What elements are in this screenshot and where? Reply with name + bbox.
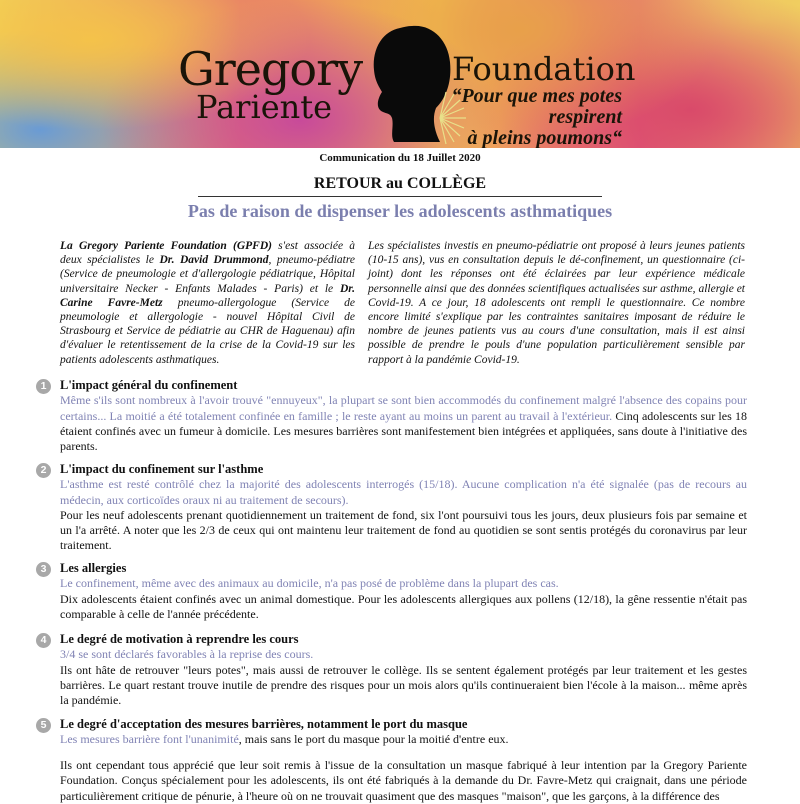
- intro-text-1: s'est associée à deux spécialistes le: [60, 240, 355, 267]
- intro-org-name: La Gregory Pariente Foundation (GPFD): [60, 240, 272, 252]
- section-number-badge: 3: [36, 562, 51, 577]
- section-highlight: Les mesures barrière font l'unanimité: [60, 732, 239, 747]
- brand-name-foundation: Foundation: [452, 50, 636, 88]
- brand-name-gregory: Gregory: [178, 42, 363, 96]
- brand-name-pariente: Pariente: [196, 88, 333, 126]
- section-body: Pour les neuf adolescents prenant quotidiennement un traitement de fond, six l'ont poursuivi tous les jours, deux plusieurs fois par semaine et un l'a arrêté. A noter que les 2/3 de ceux qui ont maintenu leur traitement de fond au quotidien se sont sentis protégés du coronavirus par leur traitement.: [60, 507, 747, 553]
- section-highlight: L'asthme est resté contrôlé chez la majorité des adolescents interrogés (15/18). Aucune complication n'a été signalée (pas de recours au médecin, aux corticoïdes oraux ni au traitement de secours).: [60, 477, 747, 507]
- section-highlight: 3/4 se sont déclarés favorables à la reprise des cours.: [60, 647, 314, 662]
- section-highlight: Le confinement, même avec des animaux au domicile, n'a pas posé de problème dans la plupart des cas.: [60, 576, 559, 591]
- intro-right-paragraph: Les spécialistes investis en pneumo-pédiatrie ont proposé à leurs jeunes patients (10-15 ans), vus en consultation depuis le dé-confinement, un questionnaire (ci-joint) dont les réponses ont été éclairées par leur expérience médicale personnelle ainsi que des données scientifiques actualisées sur asthme, allergie et Covid-19. A ce jour, 18 adolescents ont rempli le questionnaire. Ce nombre encore limité s'explique par les contraintes sanitaires imposant de réduire le nombre de jeunes patients vus au cours d'une consultation, mais il est ainsi possible de prendre le pouls d'une population particulièrement sensible par rapport à la pandémie Covid-19.: [368, 240, 745, 366]
- section-5: [40, 717, 747, 748]
- section-title: L'impact général du confinement: [60, 378, 238, 392]
- intro-left-paragraph: [60, 239, 355, 367]
- communication-date: Communication du 18 Juillet 2020: [319, 152, 481, 164]
- intro-text-3: pneumo-allergologue (Service de pneumologie et allergologie - nouvel Hôpital Civil de Strasbourg et Service de pédiatrie au CHR de Haguenau) afin d'évaluer le retentissement de la crise de la Covid-19 sur les patients adolescents asthmatiques.: [60, 296, 355, 366]
- section-number-badge: 4: [36, 633, 51, 648]
- closing-paragraph: Ils ont cependant tous apprécié que leur soit remis à l'issue de la consultation un masque fabriqué à leur intention par la Gregory Pariente Foundation. Conçus spécialement pour les adolescents, ils ont été fabriqués à la demande du Dr. Favre-Metz qui craignait, dans une période particulièrement critique de pénurie, à l'heure où on ne trouvait quasiment que des masques "maison", que les garçons, à la différence des: [60, 758, 747, 803]
- section-2: [40, 462, 747, 554]
- section-title: L'impact du confinement sur l'asthme: [60, 462, 264, 476]
- section-title: Le degré de motivation à reprendre les cours: [60, 632, 299, 646]
- section-highlight: Même s'ils sont nombreux à l'avoir trouvé "ennuyeux", la plupart se sont bien accommodés du confinement malgré l'absence des copains pour certains... La moitié a été totalement confinée en famille ; le reste ayant au moins un parent au travail à l'extérieur.: [60, 393, 747, 423]
- section-4: [40, 632, 747, 708]
- header-banner: [0, 0, 800, 148]
- section-1: [40, 378, 748, 454]
- section-number-badge: 1: [36, 379, 51, 394]
- section-body: , mais sans le port du masque pour la moitié d'entre eux.: [238, 732, 509, 747]
- section-body: Ils ont hâte de retrouver "leurs potes", mais aussi de retrouver le collège. Ils se sentent également protégés par leur traitement et les gestes barrières. Le quart restant trouve inutile de prendre des risques pour un mois alors qu'ils continueraient bien l'école à la maison... même après la pandémie.: [60, 662, 747, 708]
- page-title: RETOUR au COLLÈGE: [313, 175, 487, 192]
- section-body: Cinq adolescents sur les 18 étaient confinés avec un fumeur à domicile. Les mesures barrières sont manifestement bien intégrées et appliquées, sans doute à l'initiative des parents.: [60, 408, 748, 454]
- section-number-badge: 2: [36, 463, 51, 478]
- tagline-line-2: à pleins poumons“: [467, 127, 622, 148]
- section-3: [40, 561, 747, 622]
- section-title: Le degré d'acceptation des mesures barrières, notamment le port du masque: [60, 717, 468, 731]
- intro-doctor-2: Dr. Carine Favre-Metz: [60, 282, 355, 309]
- tagline: [432, 86, 622, 148]
- page-subtitle: Pas de raison de dispenser les adolescents asthmatiques: [187, 201, 613, 221]
- section-number-badge: 5: [36, 718, 51, 733]
- intro-text-2: , pneumo-pédiatre (Service de pneumologie et d'allergologie pédiatrique, Hôpital universitaire Necker - Enfants Malades - Paris) et le: [60, 254, 356, 295]
- intro-doctor-1: Dr. David Drummond: [159, 254, 269, 267]
- section-body: Dix adolescents étaient confinés avec un animal domestique. Pour les adolescents allergiques aux pollens (12/18), la gêne ressentie n'était pas comparable à celle de l'année précédente.: [60, 591, 747, 621]
- tagline-line-1: “Pour que mes potes respirent: [451, 85, 622, 128]
- title-divider: [198, 196, 602, 197]
- section-title: Les allergies: [60, 561, 127, 575]
